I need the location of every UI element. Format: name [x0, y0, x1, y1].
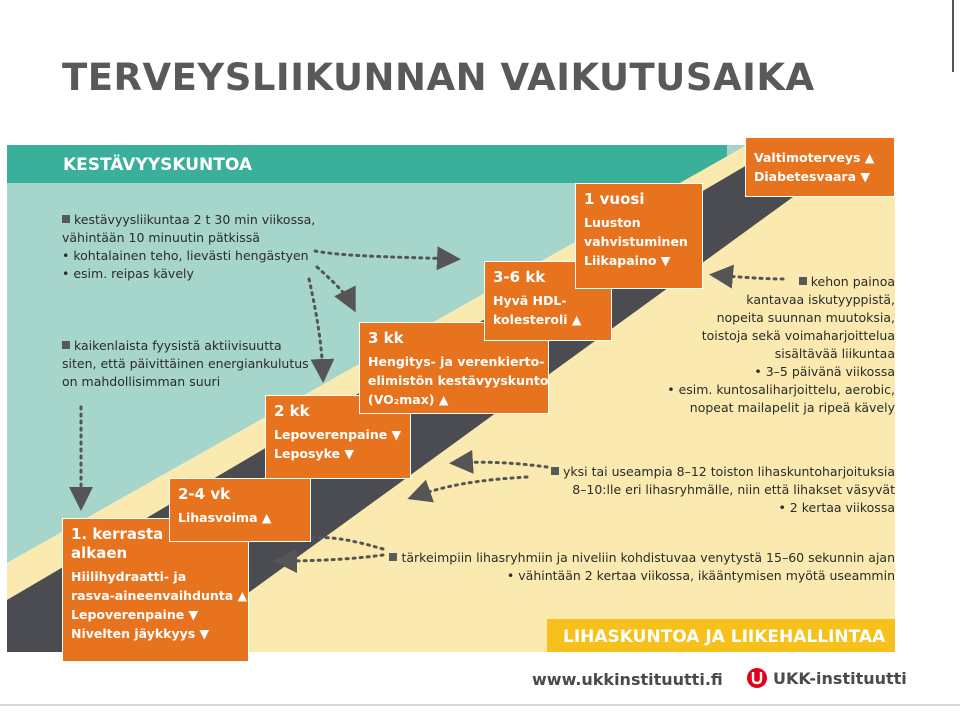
step-line: rasva-aineenvaihdunta ▲: [71, 588, 248, 603]
endurance-block2: [62, 337, 309, 391]
strength-block2-line: • 2 kertaa viikossa: [778, 500, 895, 515]
ukk-logo-icon: [746, 667, 768, 689]
step-line: Valtimoterveys ▲: [754, 150, 875, 165]
page-title: TERVEYSLIIKUNNAN VAIKUTUSAIKA: [62, 56, 815, 99]
step-line: Leposyke ▼: [274, 446, 354, 461]
strength-block1-line: sisältävää liikuntaa: [774, 346, 895, 361]
endurance-block1-line: kestävyysliikuntaa 2 t 30 min viikossa,: [62, 211, 315, 229]
endurance-block2-line: kaikenlaista fyysistä aktiivisuutta: [62, 337, 309, 355]
step-box-1-vuosi: [575, 183, 703, 289]
strength-block1-line: kehon painoa: [667, 273, 895, 291]
strength-block3: [389, 549, 895, 585]
bullet-square-icon: [62, 341, 70, 349]
endurance-block1-line: • kohtalainen teho, lievästi hengästyen: [62, 248, 309, 263]
step-box-2-4vk: [169, 478, 311, 542]
step-title: 1. kerrasta alkaen: [71, 525, 164, 562]
step-line: (VO₂max) ▲: [368, 392, 449, 407]
strength-block1-line: kantavaa iskutyyppistä,: [746, 292, 895, 307]
endurance-block2-line: siten, että päivittäinen energiankulutus: [62, 356, 309, 371]
step-title: 3 kk: [368, 329, 404, 347]
step-line: Diabetesvaara ▼: [754, 169, 870, 184]
step-line: Hyvä HDL-: [493, 293, 567, 308]
step-title: 3-6 kk: [493, 268, 546, 286]
step-line: Lepoverenpaine ▼: [274, 427, 402, 442]
step-line: elimistön kestävyyskunto: [368, 373, 549, 388]
strength-block1: [667, 273, 895, 417]
endurance-block1-line: • esim. reipas kävely: [62, 266, 194, 281]
step-line: Liikapaino ▼: [584, 253, 671, 268]
step-title: 2-4 vk: [178, 485, 231, 503]
bullet-square-icon: [62, 215, 70, 223]
step-line: Lihasvoima ▲: [178, 510, 272, 525]
strength-block1-line: nopeat mailapelit ja ripeä kävely: [689, 400, 895, 415]
bullet-square-icon: [551, 467, 559, 475]
right-edge-rule: [952, 0, 954, 72]
strength-block1-line: • esim. kuntosaliharjoittelu, aerobic,: [667, 382, 895, 397]
strength-block2-line: yksi tai useampia 8–12 toiston lihaskuntoharjoituksia: [551, 463, 895, 481]
step-title: 2 kk: [274, 402, 310, 420]
strength-block2: [551, 463, 895, 517]
strength-block3-line: • vähintään 2 kertaa viikossa, ikääntymisen myötä useammin: [506, 568, 895, 583]
footer-logo-text: UKK-instituutti: [773, 668, 907, 688]
step-title: 1 vuosi: [584, 190, 645, 208]
bullet-square-icon: [389, 553, 397, 561]
strength-block2-line: 8–10:lle eri lihasryhmälle, niin että lihakset väsyvät: [572, 482, 895, 497]
step-line: Lepoverenpaine ▼: [71, 607, 199, 622]
step-line: Hengitys- ja verenkierto-: [368, 354, 545, 369]
step-line: vahvistuminen: [584, 234, 688, 249]
step-line: Nivelten jäykkyys ▼: [71, 626, 210, 641]
step-box-long-term: [745, 137, 895, 197]
bullet-square-icon: [799, 277, 807, 285]
strength-block1-line: • 3–5 päivänä viikossa: [754, 364, 895, 379]
step-line: kolesteroli ▲: [493, 312, 582, 327]
footer-url[interactable]: www.ukkinstituutti.fi: [532, 670, 723, 689]
step-line: Hiilihydraatti- ja: [71, 569, 187, 584]
endurance-block1-line: vähintään 10 minuutin pätkissä: [62, 230, 260, 245]
diagram: [7, 145, 895, 652]
endurance-block2-line: on mahdollisimman suuri: [62, 374, 221, 389]
step-line: Luuston: [584, 215, 641, 230]
bottom-rule: [0, 704, 960, 706]
endurance-block1: [62, 211, 315, 283]
footer-logo: [746, 667, 907, 689]
strength-block3-line: tärkeimpiin lihasryhmiin ja niveliin kohdistuvaa venytystä 15–60 sekunnin ajan: [389, 549, 895, 567]
strength-title: LIHASKUNTOA JA LIIKEHALLINTAA: [563, 627, 886, 647]
endurance-title: KESTÄVYYSKUNTOA: [63, 155, 252, 175]
strength-block1-line: toistoja sekä voimaharjoittelua: [701, 328, 895, 343]
strength-block1-line: nopeita suunnan muutoksia,: [716, 310, 895, 325]
